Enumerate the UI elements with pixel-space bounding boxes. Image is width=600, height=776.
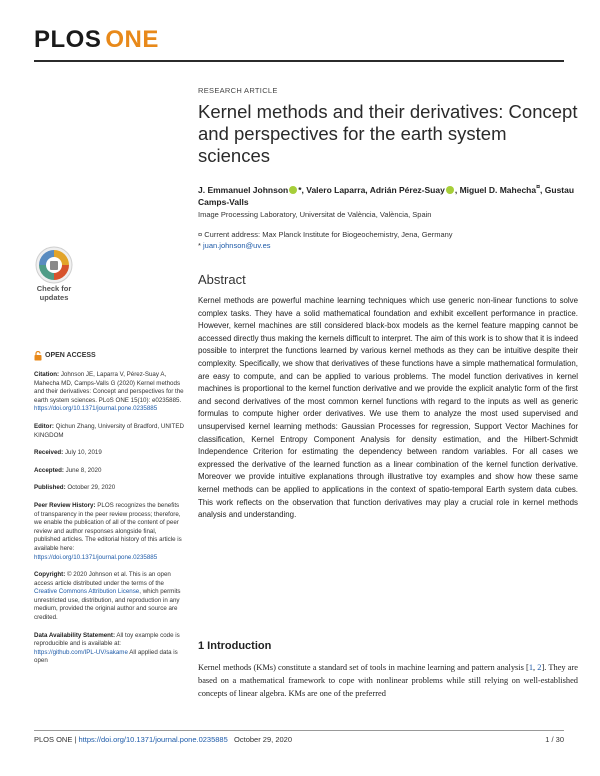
data-availability: Data Availability Statement: All toy example code is reproducible and is available at: https://github.com/IPL-UV/sakame All applied data is open (34, 631, 180, 665)
badge-label: Check for updates (36, 284, 72, 302)
license-link[interactable]: Creative Commons Attribution License (34, 588, 140, 596)
author-name[interactable]: Gustau Camps-Valls (198, 184, 575, 207)
copyright: Copyright: © 2020 Johnson et al. This is an open access article distributed under the terms of the Creative Commons Attribution License, which permits unrestricted use, distribution, and reproduction in any medium, provided the original author and source are credited. (34, 571, 181, 622)
peer-review-link[interactable]: https://doi.org/10.1371/journal.pone.0235885 (34, 553, 158, 561)
author-mark: ¤ (536, 183, 541, 191)
footer-date: October 29, 2020 (234, 735, 293, 744)
introduction-text: Kernel methods (KMs) constitute a standard set of tools in machine learning and pattern analysis [1, 2]. They are based on a mathematical framework to cope with nonlinear problems while still relying on well-established concepts of linear algebra. KMs are one of the preferred (198, 663, 579, 698)
footer-divider (34, 730, 564, 731)
published-date: Published: October 29, 2020 (34, 484, 116, 492)
author-name[interactable]: Adrián Pérez-Suay (369, 184, 445, 195)
author-sep: , (540, 184, 545, 195)
check-updates-icon (35, 246, 73, 284)
author-name[interactable]: Miguel D. Mahecha (459, 184, 537, 195)
footer-left: PLOS ONE | https://doi.org/10.1371/journal.pone.0235885 October 29, 2020 (34, 735, 293, 744)
correspondence-mark: * (198, 241, 204, 250)
article-info-sidebar (34, 351, 184, 675)
reference-link[interactable]: 1 (528, 663, 534, 672)
footer-doi-link[interactable]: https://doi.org/10.1371/journal.pone.0235885 (78, 735, 228, 744)
journal-logo (34, 26, 159, 54)
current-address: ¤ Current address: Max Planck Institute for Biogeochemistry, Jena, Germany (198, 230, 453, 239)
open-access-label: OPEN ACCESS (45, 351, 96, 359)
author-name[interactable]: Valero Laparra, (306, 184, 370, 195)
header-divider (34, 60, 564, 62)
accepted-date: Accepted: June 8, 2020 (34, 466, 102, 474)
abstract-heading: Abstract (198, 272, 246, 287)
author-list (198, 181, 578, 208)
introduction-heading: 1 Introduction (198, 640, 272, 652)
correspondence (198, 240, 578, 251)
section-type: RESEARCH ARTICLE (198, 86, 278, 95)
page-footer (34, 735, 564, 744)
peer-review-history: Peer Review History: PLOS recognizes the benefits of transparency in the peer review process; therefore, we enable the publication of all of the content of peer review and author responses alongside final, published articles. The editorial history of this article is available here: https://doi.org/10.1371/journal.pone.0235885 (34, 501, 182, 561)
orcid-icon[interactable] (289, 186, 297, 194)
abstract-text: Kernel methods are powerful machine learning techniques which use generic non-linear functions to solve complex tasks. They have a solid mathematical foundation and exhibit excellent performance in practice. However, kernel machines are still considered black-box models as the kernel feature mapping cannot be accessed directly thus making the kernels difficult to interpret. The aim of this work is to show that it is indeed possible to interpret the functions learned by various kernel methods as they can be intuitive despite their complexity. Specifically, we show that derivatives of these functions have a simple mathematical formulation, are easy to compute, and can be applied to various problems. The model function derivatives in kernel machines is proportional to the kernel function derivative and we provide the explicit analytic form of the first and second derivatives of the most common kernel functions with regard to the inputs as well as generic formulas to compute higher order derivatives. We use them to analyze the most used supervised and unsupervised kernel learning methods: Gaussian Processes for regression, Support Vector Machines for classification, Kernel Entropy Component Analysis for density estimation, and the Hilbert-Schmidt Independence Criterion for estimating the dependency between random variables. For all cases we expressed the derivative of the learned function as a linear combination of the kernel function derivative. Moreover we provide intuitive explanations through illustrative toy examples and show how these same kernel methods can be applied to applications in the context of spatio-temporal Earth system data cubes. This work reflects on the observation that function derivatives may play a crucial role in kernel methods analysis and understanding. (198, 296, 578, 520)
author-name[interactable]: J. Emmanuel Johnson (198, 184, 289, 195)
editor: Editor: Qichun Zhang, University of Bradford, UNITED KINGDOM (34, 422, 184, 439)
author-sep: , (454, 184, 460, 195)
affiliation: Image Processing Laboratory, Universitat de València, València, Spain (198, 210, 432, 219)
github-link[interactable]: https://github.com/IPL-UV/sakame (34, 648, 128, 656)
article-title: Kernel methods and their derivatives: Concept and perspectives for the earth system sciences (198, 101, 578, 166)
author-mark: *, (298, 184, 307, 195)
open-access (34, 351, 184, 361)
page-number: 1 / 30 (545, 735, 564, 744)
footer-journal: PLOS ONE (34, 735, 73, 744)
orcid-icon[interactable] (446, 186, 454, 194)
received-date: Received: July 10, 2019 (34, 449, 102, 457)
citation-doi-link[interactable]: https://doi.org/10.1371/journal.pone.0235885 (34, 405, 158, 413)
email-link[interactable]: juan.johnson@uv.es (203, 241, 271, 250)
open-lock-icon (34, 351, 42, 361)
logo-plos: PLOS (34, 26, 102, 53)
reference-link[interactable]: 2 (537, 663, 542, 672)
check-for-updates-badge[interactable] (35, 246, 73, 308)
citation: Citation: Johnson JE, Laparra V, Pérez-Suay A, Mahecha MD, Camps-Valls G (2020) Kernel methods and their derivatives: Concept and perspectives for the earth system sciences. PLoS ONE 15(10): e0235885. https://doi.org/10.1371/journal.pone.0235885 (34, 371, 184, 413)
author-notes (198, 229, 578, 251)
logo-one: ONE (105, 26, 159, 53)
